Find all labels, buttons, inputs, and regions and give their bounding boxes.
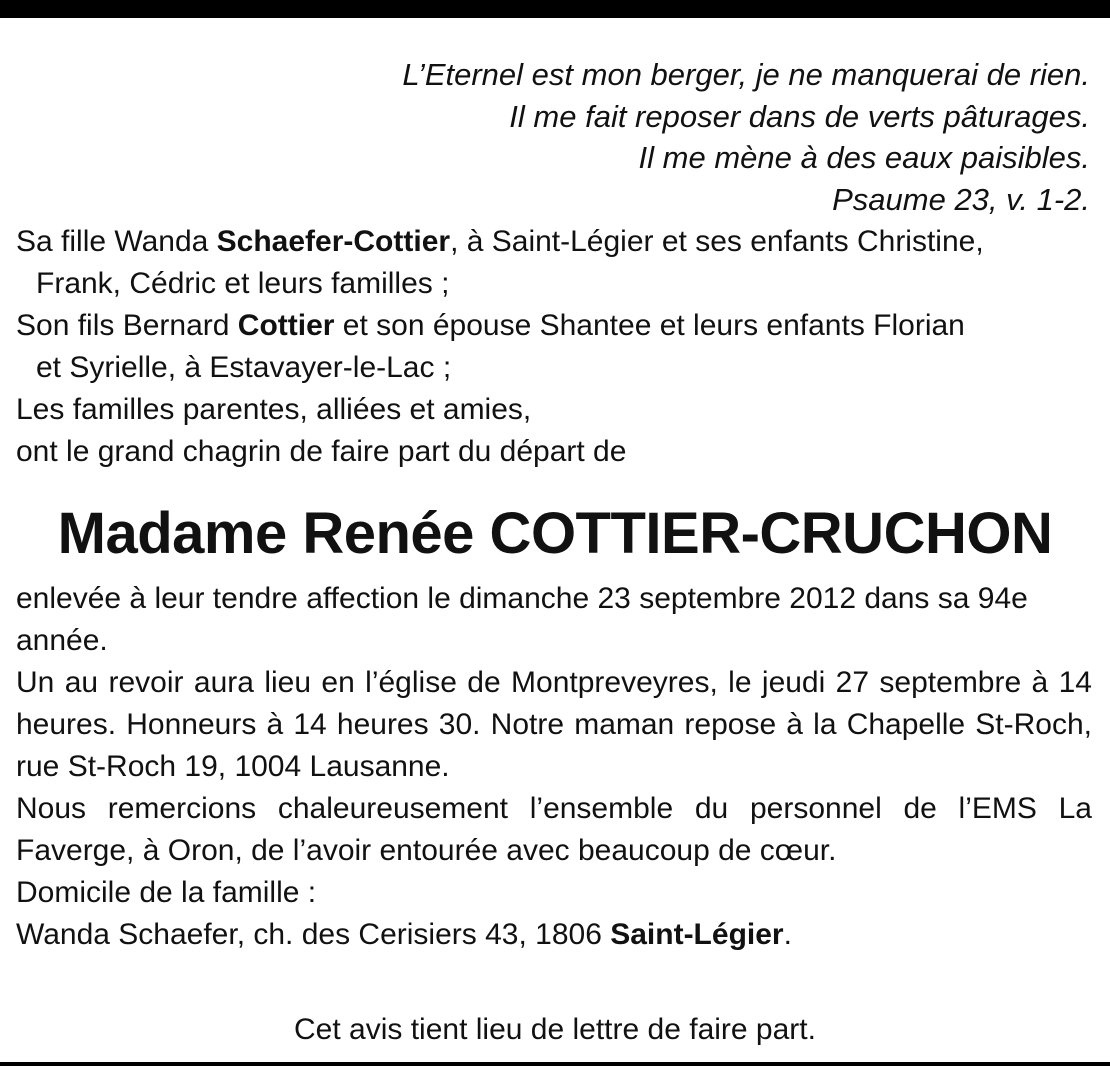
son-surname: Cottier: [237, 309, 335, 342]
psalm-line: Il me fait reposer dans de verts pâturages.: [509, 98, 1090, 134]
son-rest: et son épouse Shantee et leurs enfants Florian: [334, 309, 965, 342]
daughter-rest: , à Saint-Légier et ses enfants Christine,: [450, 225, 984, 258]
top-rule: [0, 0, 1110, 18]
family-announcement: [16, 221, 1092, 473]
son-prefix: Son fils Bernard: [16, 309, 238, 342]
notice-details: [16, 578, 1092, 956]
daughter-line: [16, 221, 1092, 263]
son-line: [16, 305, 1092, 347]
family-address: [16, 914, 1092, 956]
announcement-line: ont le grand chagrin de faire part du départ de: [16, 435, 627, 468]
deceased-name: Madame Renée COTTIER-CRUCHON: [57, 501, 1053, 566]
thanks-text: Nous remercions chaleureusement l’ensemble du personnel de l’EMS La Faverge, à Oron, de l’avoir entourée avec beaucoup de cœur.: [16, 792, 1092, 867]
address-suffix: .: [783, 918, 792, 951]
death-text: enlevée à leur tendre affection le dimanche 23 septembre 2012 dans sa 94e année.: [16, 582, 1028, 657]
bottom-rule: [0, 1062, 1110, 1066]
relatives-line: Les familles parentes, alliées et amies,: [16, 393, 532, 426]
psalm-line: Il me mène à des eaux paisibles.: [638, 140, 1090, 175]
daughter-surname: Schaefer-Cottier: [216, 225, 451, 258]
psalm-line: L’Eternel est mon berger, je ne manquerai de rien.: [402, 57, 1090, 92]
closing-note: Cet avis tient lieu de lettre de faire part.: [294, 1013, 816, 1046]
daughter-line-2: Frank, Cédric et leurs familles ;: [36, 267, 450, 300]
daughter-prefix: Sa fille Wanda: [16, 225, 217, 258]
son-line-2: et Syrielle, à Estavayer-le-Lac ;: [36, 351, 452, 384]
address-prefix: Wanda Schaefer, ch. des Cerisiers 43, 1806: [16, 918, 611, 951]
address-city: Saint-Légier: [610, 918, 784, 951]
domicile-label: Domicile de la famille :: [16, 876, 317, 909]
psalm-quote: [90, 54, 1090, 220]
psalm-reference: Psaume 23, v. 1-2.: [832, 181, 1090, 217]
service-text: Un au revoir aura lieu en l’église de Montpreveyres, le jeudi 27 septembre à 14 heures. Honneurs à 14 heures 30. Notre maman repose à la Chapelle St-Roch, rue St-Roch 19, 1004 Lausanne.: [16, 666, 1092, 783]
